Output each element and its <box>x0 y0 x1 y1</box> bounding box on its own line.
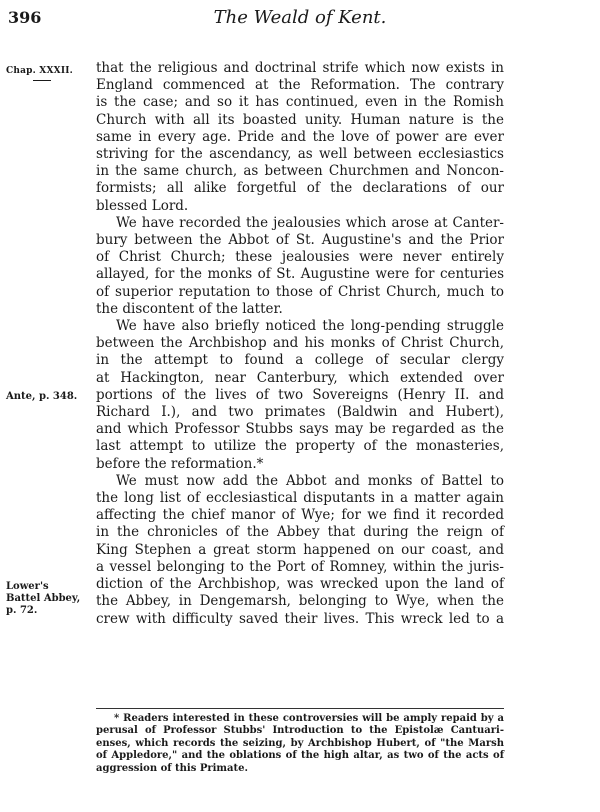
body-line: blessed Lord. <box>96 197 189 214</box>
footnote-line: enses, which records the seizing, by Archbishop Hubert, of "the Marsh <box>96 737 504 749</box>
body-line: the long list of ecclesiastical disputants in a matter again <box>96 490 504 507</box>
page-number: 396 <box>8 8 42 27</box>
footnote-line: of Appledore," and the oblations of the high altar, as two of the acts of <box>96 750 504 762</box>
body-line: that the religious and doctrinal strife which now exists in <box>96 60 504 76</box>
footnote-line: aggression of this Primate. <box>96 762 248 774</box>
body-line: the Abbey, in Dengemarsh, belonging to Wye, when the <box>96 593 504 610</box>
body-line: of superior reputation to those of Christ Church, much to <box>96 283 504 300</box>
body-line: We have recorded the jealousies which arose at Canter- <box>116 214 504 231</box>
body-line: of Christ Church; these jealousies were never entirely <box>96 249 504 266</box>
body-line: bury between the Abbot of St. Augustine's and the Prior <box>96 232 504 249</box>
body-line: at Hackington, near Canterbury, which extended over <box>96 369 504 386</box>
body-line: in the chronicles of the Abbey that during the reign of <box>96 524 504 541</box>
body-line: the discontent of the latter. <box>96 300 283 317</box>
footnote-rule <box>96 708 504 709</box>
body-line: We must now add the Abbot and monks of Battel to <box>116 472 504 489</box>
body-line: England commenced at the Reformation. The contrary <box>96 77 504 94</box>
body-line: portions of the lives of two Sovereigns (Henry II. and <box>96 386 504 403</box>
body-line: crew with difficulty saved their lives. This wreck led to a <box>96 610 504 627</box>
body-line: in the attempt to found a college of secular clergy <box>96 352 504 369</box>
body-line: is the case; and so it has continued, even in the Romish <box>96 94 504 111</box>
chapter-note-rule <box>33 80 51 81</box>
body-line: between the Archbishop and his monks of Christ Church, <box>96 335 504 352</box>
body-line: and which Professor Stubbs says may be regarded as the <box>96 421 504 438</box>
body-line: King Stephen a great storm happened on our coast, and <box>96 541 504 558</box>
body-line: allayed, for the monks of St. Augustine were for centuries <box>96 266 504 283</box>
ante-margin-note: Ante, p. 348. <box>6 391 78 402</box>
chapter-margin-note: Chap. XXXII. <box>6 66 73 76</box>
body-line: formists; all alike forgetful of the declarations of our <box>96 180 504 197</box>
body-line: Richard I.), and two primates (Baldwin and Hubert), <box>96 404 504 421</box>
body-line: Church with all its boasted unity. Human nature is the <box>96 111 504 128</box>
body-line: We have also briefly noticed the long-pending struggle <box>116 318 504 335</box>
body-line: diction of the Archbishop, was wrecked upon the land of <box>96 576 504 593</box>
body-line: striving for the ascendancy, as well between ecclesiastics <box>96 146 504 163</box>
running-title: The Weald of Kent. <box>213 7 387 28</box>
lowers-margin-note <box>6 581 86 617</box>
footnote-line: * Readers interested in these controversies will be amply repaid by a <box>114 713 504 724</box>
lowers-note-line-2: Battel Abbey, <box>6 593 81 604</box>
footnote-line: perusal of Professor Stubbs' Introduction to the Epistolæ Cantuari- <box>96 725 504 737</box>
body-line: same in every age. Pride and the love of power are ever <box>96 128 504 145</box>
body-line: before the reformation.* <box>96 455 264 472</box>
body-line: last attempt to utilize the property of the monasteries, <box>96 438 504 455</box>
body-text <box>96 60 504 628</box>
lowers-note-line-3: p. 72. <box>6 605 38 616</box>
body-line: in the same church, as between Churchmen and Noncon- <box>96 163 504 180</box>
lowers-note-line-1: Lower's <box>6 581 49 592</box>
body-line: a vessel belonging to the Port of Romney, within the juris- <box>96 558 504 575</box>
footnote <box>96 713 504 775</box>
body-line: affecting the chief manor of Wye; for we find it recorded <box>96 507 504 524</box>
